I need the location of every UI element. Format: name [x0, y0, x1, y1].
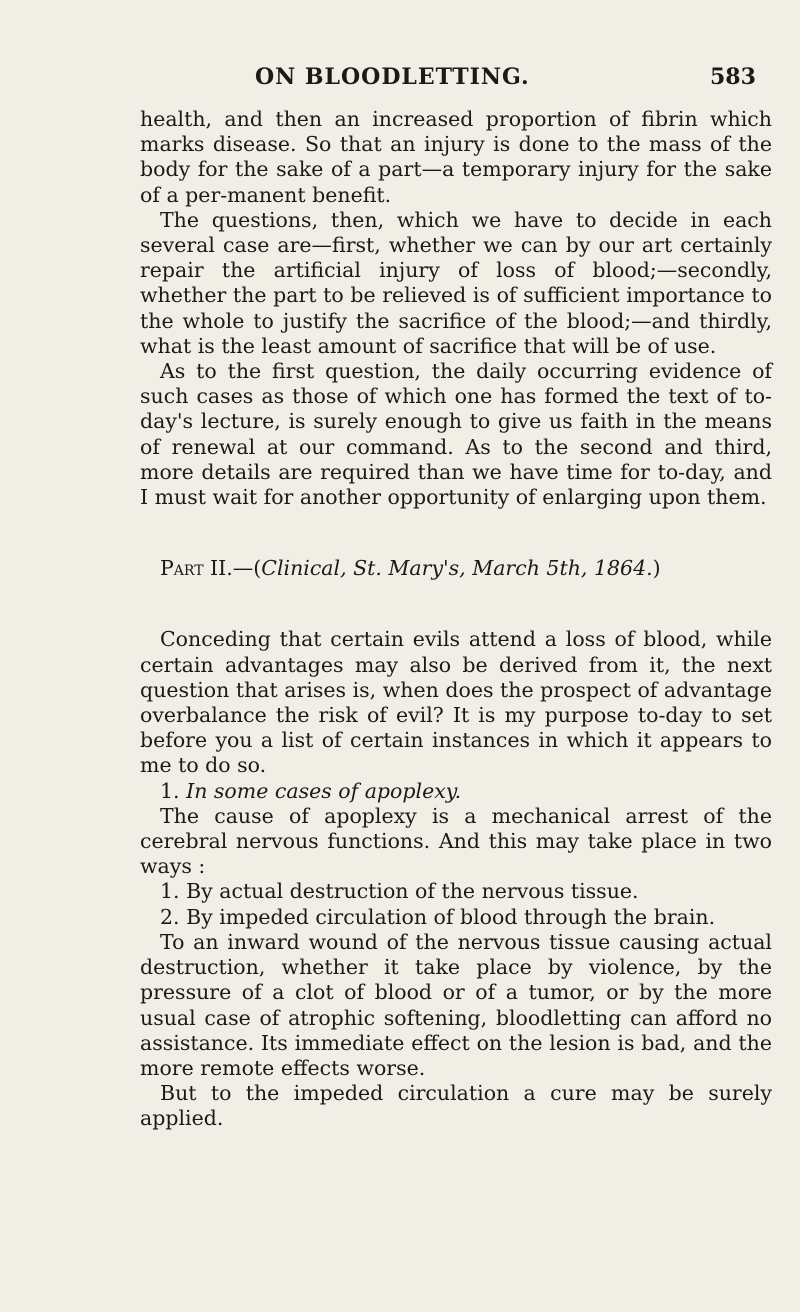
section-label: Part II.	[160, 556, 233, 581]
section-heading	[140, 556, 772, 581]
paragraph-cure: But to the impeded circulation a cure may be surely applied.	[140, 1081, 772, 1131]
paragraph-way-1: 1. By actual destruction of the nervous tissue.	[160, 879, 639, 904]
paragraph-way-2: 2. By impeded circulation of blood through the brain.	[160, 904, 716, 929]
section-detail: Clinical, St. Mary's, March 5th, 1864.	[261, 556, 653, 581]
paragraph-questions: The questions, then, which we have to decide in each several case are—first, whether we can by our art certainly repair the artificial injury of loss of blood;—secondly, whether the part to be relieved is of sufficient importance to the whole to justify the sacrifice of the blood;—and thirdly, what is the least amount of sacrifice that will be of use.	[140, 207, 772, 358]
paragraph-wound: To an inward wound of the nervous tissue causing actual destruction, whether it take place by violence, by the pressure of a clot of blood or of a tumor, or by the more usual case of atrophic softening, bloodletting can afford no assistance. Its immediate effect on the lesion is bad, and the more remote effects worse.	[140, 929, 772, 1080]
paragraph-cause: The cause of apoplexy is a mechanical arrest of the cerebral nervous functions. And this may take place in two ways :	[140, 803, 772, 879]
running-head	[0, 60, 800, 100]
paragraph-continuation: health, and then an increased proportion of fibrin which marks disease. So that an injury is done to the mass of the body for the sake of a part—a temporary injury for the sake of a per-manent benefit.	[140, 107, 772, 207]
page-number: 583	[710, 64, 756, 90]
list-item-apoplexy	[140, 779, 772, 804]
running-title: ON BLOODLETTING.	[255, 64, 530, 90]
paragraph-conceding: Conceding that certain evils attend a loss of blood, while certain advantages may also be derived from it, the next question that arises is, when does the prospect of advantage overbalance the risk of evil? It is my purpose to-day to set before you a list of certain instances in which it appears to me to do so.	[140, 627, 772, 778]
paragraph-first-question: As to the first question, the daily occurring evidence of such cases as those of which one has formed the text of to-day's lecture, is surely enough to give us faith in the means of renewal at our command. As to the second and third, more details are required than we have time for to-day, and I must wait for another opportunity of enlarging upon them.	[140, 359, 772, 510]
section-dash: —(	[232, 556, 262, 581]
list-item-title: In some cases of apoplexy.	[186, 778, 462, 803]
body-text	[140, 107, 772, 1132]
section-close: )	[652, 556, 661, 581]
list-item-number: 1.	[160, 778, 180, 803]
